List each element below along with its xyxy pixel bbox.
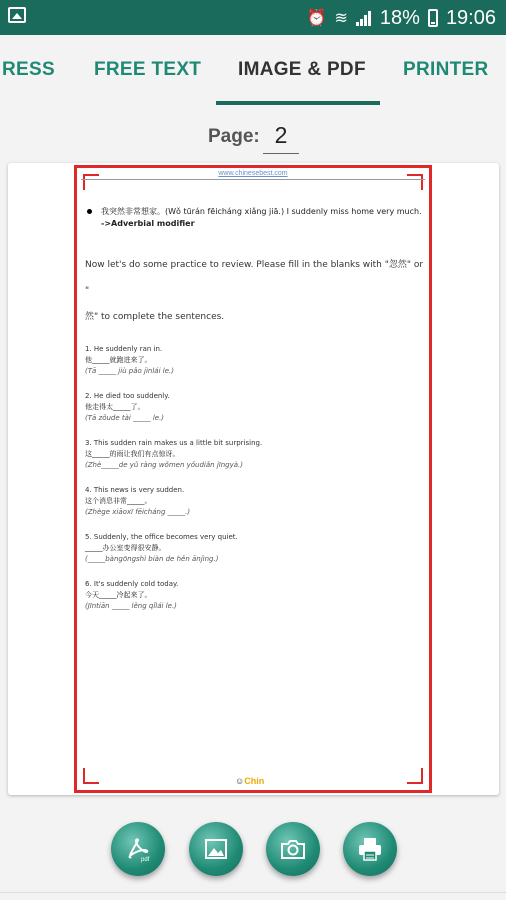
- page-number-input[interactable]: 2: [263, 120, 299, 154]
- exercise-english: 3. This sudden rain makes us a little bit surprising.: [85, 439, 263, 447]
- exercise-item: [85, 438, 425, 471]
- exercise-chinese: 他_____就跑进来了。: [85, 356, 152, 364]
- signal-icon: [356, 10, 372, 26]
- document-url: www.chinesebest.com: [218, 170, 288, 177]
- logo-text: Chin: [244, 776, 265, 786]
- exercise-item: [85, 532, 425, 565]
- battery-icon: [428, 9, 438, 27]
- exercise-pinyin: (_____bàngōngshì biàn de hěn ānjìng.): [85, 555, 219, 563]
- wifi-icon: ≋: [334, 10, 348, 27]
- page-label: Page:: [208, 126, 260, 147]
- instructions-line-2: 然" to complete the sentences.: [85, 312, 225, 322]
- exercise-chinese: 今天_____冷起来了。: [85, 591, 152, 599]
- crop-corner-bottom-right[interactable]: [407, 768, 423, 784]
- alarm-icon: ⏰: [306, 10, 327, 27]
- bottom-divider: [0, 892, 506, 893]
- exercise-chinese: 这个消息非常_____。: [85, 497, 152, 505]
- pdf-button[interactable]: [111, 822, 165, 876]
- exercise-english: 6. It's suddenly cold today.: [85, 580, 179, 588]
- exercise-pinyin: (Tā _____ jiù pǎo jìnlái le.): [85, 367, 174, 375]
- camera-icon: [279, 835, 307, 863]
- image-button[interactable]: [189, 822, 243, 876]
- exercise-english: 1. He suddenly ran in.: [85, 345, 163, 353]
- exercise-item: [85, 391, 425, 424]
- exercise-pinyin: (Zhè_____de yǔ ràng wǒmen yǒudiǎn jīngyà.): [85, 461, 243, 469]
- printer-icon: [356, 835, 384, 863]
- tab-printer[interactable]: PRINTER: [403, 59, 489, 80]
- example-sentence: 我突然非常想家。(Wǒ tūrán fēicháng xiǎng jiā.) I suddenly miss home very much.: [85, 206, 425, 217]
- exercise-item: [85, 579, 425, 612]
- chinese-logo: ☺Chin: [235, 776, 265, 786]
- svg-text:pdf: pdf: [141, 857, 150, 863]
- print-button[interactable]: [343, 822, 397, 876]
- exercise-item: [85, 344, 425, 377]
- pdf-icon: [124, 835, 152, 863]
- camera-button[interactable]: [266, 822, 320, 876]
- exercise-list: [85, 344, 425, 612]
- tab-free-text[interactable]: FREE TEXT: [94, 59, 202, 80]
- document-body: [85, 206, 425, 612]
- exercise-pinyin: (Tā zǒude tài _____ le.): [85, 414, 165, 422]
- tab-indicator: [216, 101, 380, 105]
- exercise-pinyin: (Jīntiān _____ lěng qǐlái le.): [85, 602, 177, 610]
- battery-percent: 18%: [379, 6, 420, 29]
- exercise-english: 5. Suddenly, the office becomes very quiet.: [85, 533, 238, 541]
- exercise-english: 4. This news is very sudden.: [85, 486, 185, 494]
- instructions: [85, 252, 425, 330]
- image-icon: [202, 835, 230, 863]
- tab-image-pdf[interactable]: IMAGE & PDF: [238, 59, 366, 80]
- exercise-pinyin: (Zhège xiāoxī fēicháng _____.): [85, 508, 191, 516]
- exercise-english: 2. He died too suddenly.: [85, 392, 170, 400]
- instructions-line-1: Now let's do some practice to review. Please fill in the blanks with "忽然" or ": [85, 260, 424, 296]
- exercise-item: [85, 485, 425, 518]
- tab-express[interactable]: RESS: [2, 59, 55, 80]
- crop-corner-bottom-left[interactable]: [83, 768, 99, 784]
- page-selector: [0, 118, 506, 158]
- clock: 19:06: [445, 6, 496, 29]
- exercise-chinese: 他走得太_____了。: [85, 403, 145, 411]
- grammar-note: ->Adverbial modifier: [101, 219, 195, 228]
- status-bar: [0, 0, 506, 35]
- exercise-chinese: 这_____的雨让我们有点惊讶。: [85, 450, 180, 458]
- image-notification-icon: [8, 7, 26, 23]
- exercise-chinese: _____办公室变得很安静。: [85, 544, 166, 552]
- document-rule: [81, 179, 425, 180]
- tab-bar: [0, 35, 506, 105]
- document-preview[interactable]: [74, 165, 432, 793]
